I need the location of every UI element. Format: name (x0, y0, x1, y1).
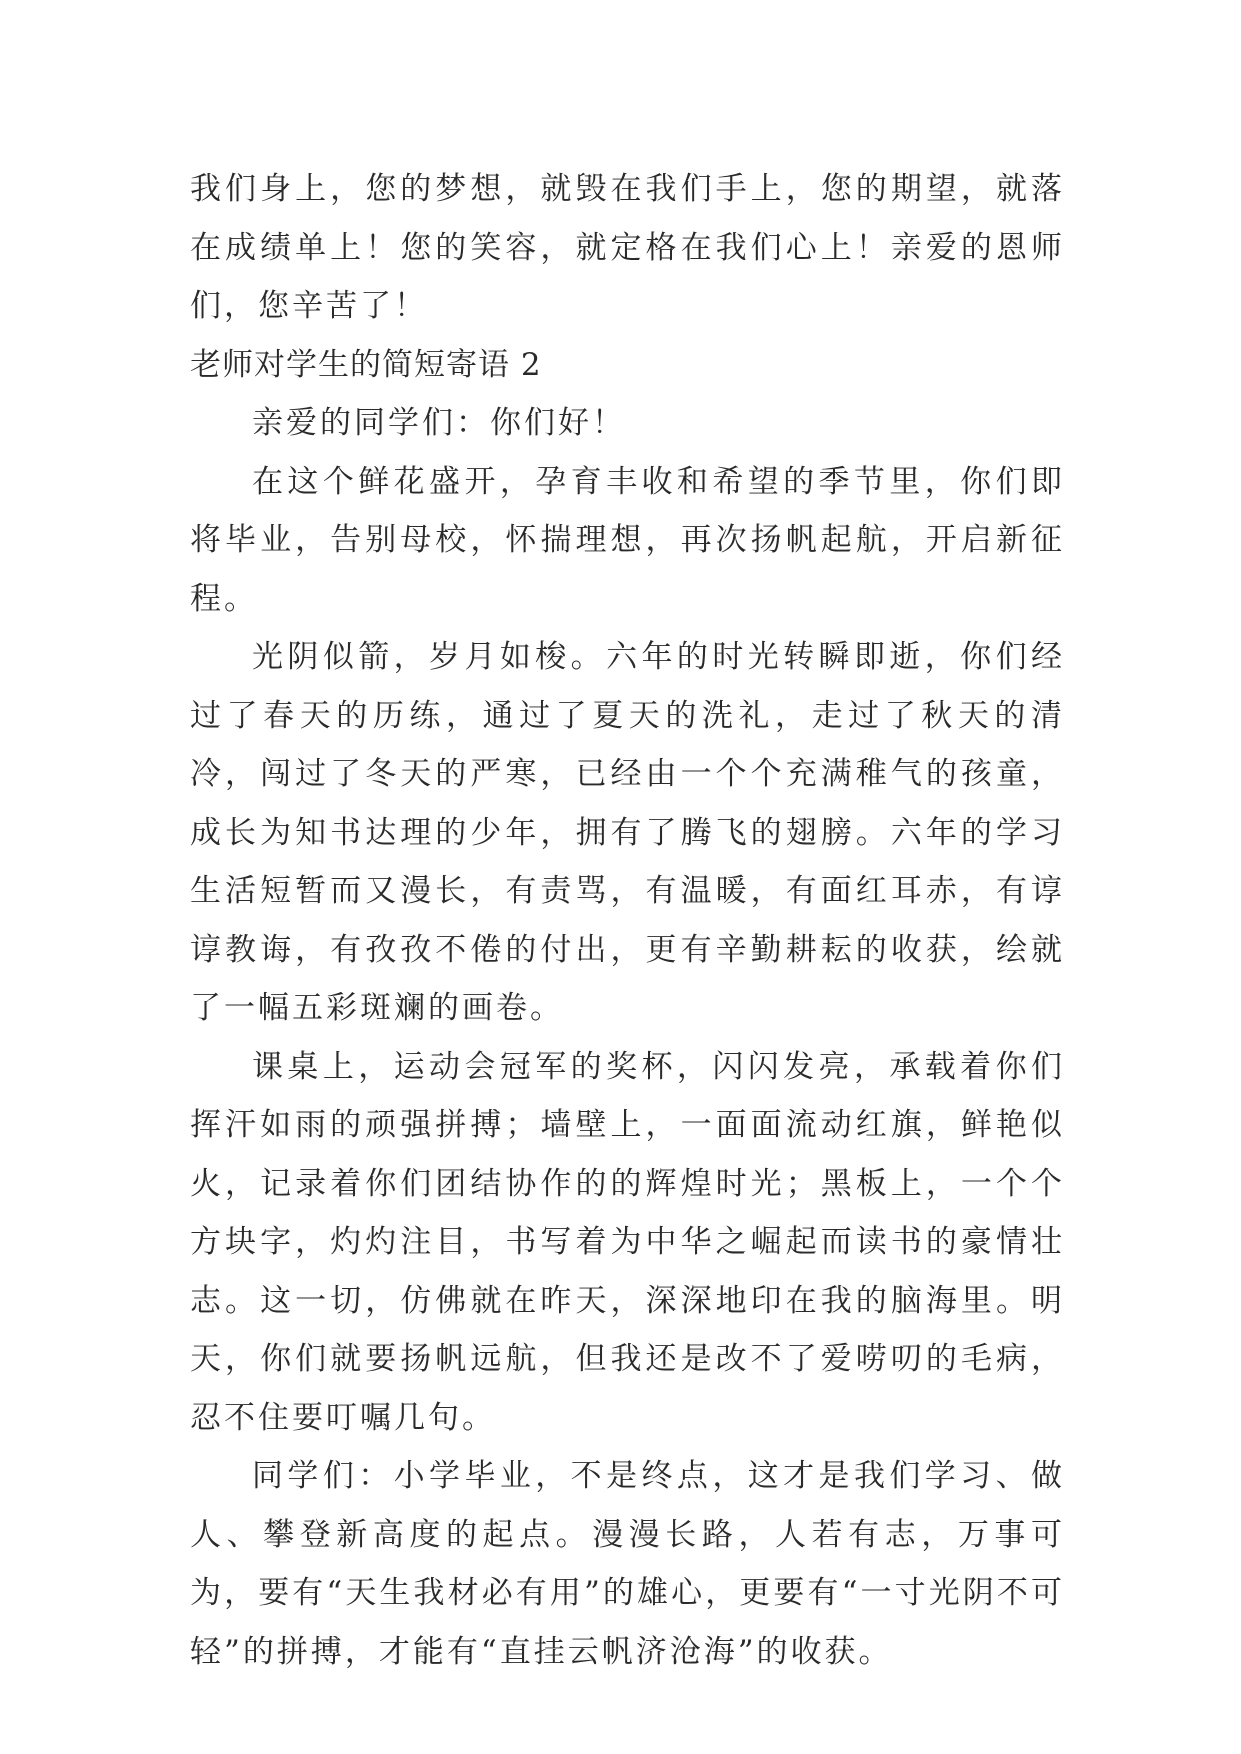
body-paragraph: 光阴似箭，岁月如梭。六年的时光转瞬即逝，你们经过了春天的历练，通过了夏天的洗礼，走过了秋天的清冷，闯过了冬天的严寒，已经由一个个充满稚气的孩童，成长为知书达理的少年，拥有了腾飞的翅膀。六年的学习生活短暂而又漫长，有责骂，有温暖，有面红耳赤，有谆谆教诲，有孜孜不倦的付出，更有辛勤耕耘的收获，绘就了一幅五彩斑斓的画卷。 (190, 639, 1065, 1026)
section-heading: 老师对学生的简短寄语 2 (190, 346, 542, 383)
document-body (190, 160, 1065, 1681)
body-paragraph: 课桌上，运动会冠军的奖杯，闪闪发亮，承载着你们挥汗如雨的顽强拼搏；墙壁上，一面面流动红旗，鲜艳似火，记录着你们团结协作的的辉煌时光；黑板上，一个个方块字，灼灼注目，书写着为中华之崛起而读书的豪情壮志。这一切，仿佛就在昨天，深深地印在我的脑海里。明天，你们就要扬帆远航，但我还是改不了爱唠叨的毛病，忍不住要叮嘱几句。 (190, 1048, 1065, 1436)
greeting-paragraph: 亲爱的同学们：你们好！ (252, 405, 626, 441)
continuation-paragraph: 我们身上，您的梦想，就毁在我们手上，您的期望，就落在成绩单上！您的笑容，就定格在我们心上！亲爱的恩师们，您辛苦了！ (190, 171, 1065, 324)
body-paragraph: 同学们：小学毕业，不是终点，这才是我们学习、做人、攀登新高度的起点。漫漫长路，人若有志，万事可为，要有“天生我材必有用”的雄心，更要有“一寸光阴不可轻”的拼搏，才能有“直挂云帆济沧海”的收获。 (190, 1458, 1065, 1670)
body-paragraph: 在这个鲜花盛开，孕育丰收和希望的季节里，你们即将毕业，告别母校，怀揣理想，再次扬帆起航，开启新征程。 (190, 463, 1065, 617)
